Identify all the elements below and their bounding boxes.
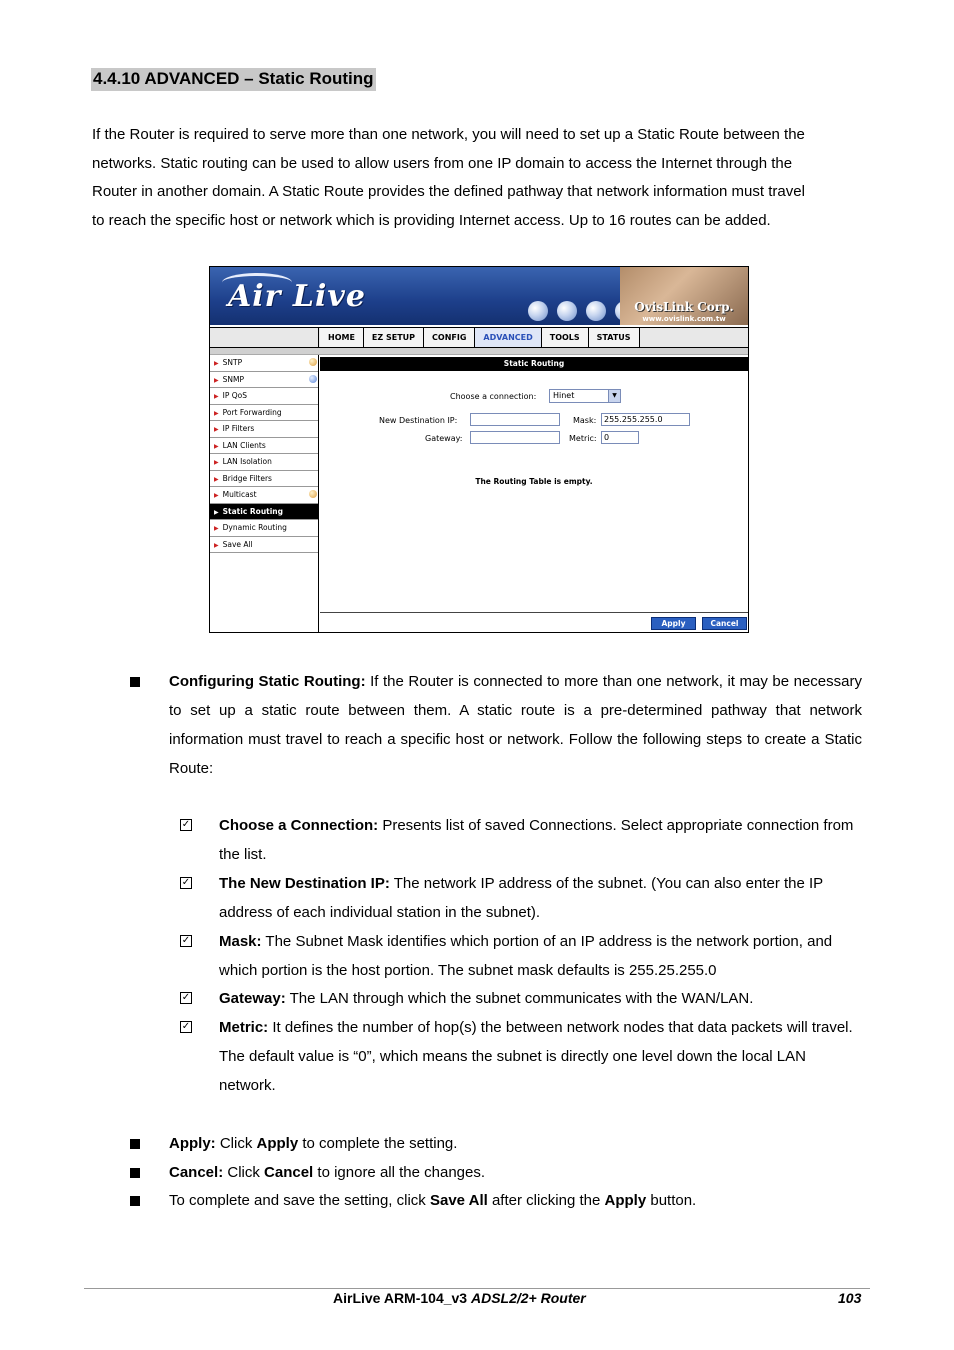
sidebar-item-bridge-filters[interactable]: ▶ Bridge Filters [210,471,318,488]
intro-line: If the Router is required to serve more than one network, you will need to set up a Static Route between the [92,126,805,143]
checkbox-icon: ✓ [181,1021,191,1032]
arrow-icon: ▶ [214,442,219,450]
square-bullet-icon [130,1139,140,1149]
tab-ez-setup[interactable]: EZ SETUP [364,328,424,347]
dest-ip-label: New Destination IP: [379,416,458,425]
square-bullet-icon [130,677,140,687]
arrow-icon: ▶ [214,475,219,483]
bullet-save: To complete and save the setting, click Save All after clicking the Apply button. [130,1187,862,1216]
tab-home[interactable]: HOME [320,328,364,347]
sidebar-item-port-forwarding[interactable]: ▶ Port Forwarding [210,405,318,422]
arrow-icon: ▶ [214,360,219,367]
tab-config[interactable]: CONFIG [424,328,475,347]
check-item: ✓ Metric: It defines the number of hop(s) the between network nodes that data packets will travel. The default value is “0”, which means the subnet is directly one level down the local LAN network. [181,1019,853,1094]
arrow-icon: ▶ [214,426,219,433]
tab-advanced[interactable]: ADVANCED [475,328,541,347]
metric-input[interactable]: 0 [601,431,639,444]
square-bullet-icon [130,1168,140,1178]
mask-input[interactable]: 255.255.255.0 [601,413,690,426]
footer-product: AirLive ARM-104_v3 ADSL2/2+ Router [333,1290,586,1306]
page-number: 103 [838,1290,862,1306]
bullet-cancel: Cancel: Click Cancel to ignore all the changes. [130,1159,862,1188]
arrow-icon: ▶ [214,376,219,384]
metric-label: Metric: [569,434,597,443]
connection-label: Choose a connection: [450,392,537,401]
bullet-configuring [130,668,862,784]
status-dot-icon [309,490,317,498]
top-nav [210,327,748,348]
square-bullet-icon [130,1196,140,1206]
connection-select[interactable] [549,389,621,403]
status-dot-icon [309,375,317,383]
sidebar-item-lan-isolation[interactable]: ▶ LAN Isolation [210,454,318,471]
sidebar-item-multicast[interactable]: ▶ Multicast [210,487,318,504]
arrow-icon: ▶ [214,508,219,516]
check-item: ✓ Mask: The Subnet Mask identifies which portion of an IP address is the network portion, and which portion is the host portion. The subnet mask defaults is 255.25.255.0 [181,933,833,979]
cancel-button[interactable]: Cancel [702,617,747,630]
bullet-apply: Apply: Click Apply to complete the setting. [130,1130,862,1159]
gateway-label: Gateway: [425,434,463,443]
arrow-icon: ▶ [214,525,219,532]
panel-title: Static Routing [320,357,748,371]
router-screenshot [209,266,749,633]
sidebar-item-sntp[interactable]: ▶ SNTP [210,355,318,372]
arrow-icon: ▶ [214,409,219,417]
intro-paragraph [92,121,862,236]
dest-ip-input[interactable] [470,413,560,426]
airlive-logo: Air Live [228,279,366,314]
sidebar-item-static-routing[interactable]: ▶ Static Routing [210,504,318,521]
nav-separator [318,328,319,347]
bullet-text: If the Router is connected to more than one network, it may be necessary to set up a static route between them. A static route is a pre-determined pathway that network information must travel to reach a specific host or network. Follow the following steps to create a Static Route: [169,673,862,777]
sidebar-item-lan-clients[interactable]: ▶ LAN Clients [210,438,318,455]
checkbox-icon: ✓ [181,877,191,888]
globe-icon [528,301,548,321]
check-item: ✓ Gateway: The LAN through which the subnet communicates with the WAN/LAN. [181,990,754,1007]
apply-button[interactable]: Apply [651,617,696,630]
check-item: ✓ The New Destination IP: The network IP address of the subnet. (You can also enter the IP address of each individual station in the subnet). [181,875,823,921]
tab-tools[interactable]: TOOLS [542,328,589,347]
main-panel [320,355,748,632]
intro-line: Router in another domain. A Static Route provides the defined pathway that network information must travel [92,183,805,201]
arrow-icon: ▶ [214,393,219,400]
brand-photo [620,267,748,325]
sub-bar [210,348,748,355]
checkbox-icon: ✓ [181,992,191,1003]
sidebar-item-snmp[interactable]: ▶ SNMP [210,372,318,389]
check-item: ✓ Choose a Connection: Presents list of saved Connections. Select appropriate connection from the list. [181,817,854,863]
checkbox-icon: ✓ [181,819,191,830]
intro-line: networks. Static routing can be used to allow users from one IP domain to access the Internet through the [92,154,793,172]
sidebar-item-ip-filters[interactable]: ▶ IP Filters [210,421,318,438]
chevron-down-icon: ▼ [608,390,620,402]
mask-label: Mask: [573,416,597,425]
sidebar-item-save-all[interactable]: ▶ Save All [210,537,318,554]
banner [210,267,748,325]
routing-table-empty-message: The Routing Table is empty. [475,477,593,486]
sidebar-item-ip-qos[interactable]: ▶ IP QoS [210,388,318,405]
bullet-term: Configuring Static Routing: [169,673,366,690]
status-dot-icon [309,358,317,366]
globe-icon [586,301,606,321]
connection-value: Hinet [553,391,575,400]
nav-tabs [320,328,640,347]
footer-rule [84,1288,870,1289]
brand-url: www.ovislink.com.tw [642,315,726,323]
tab-status[interactable]: STATUS [589,328,640,347]
arrow-icon: ▶ [214,492,219,499]
arrow-icon: ▶ [214,459,219,466]
globe-icon [557,301,577,321]
brand-name: OvisLink Corp. [634,300,734,314]
arrow-icon: ▶ [214,541,219,549]
gateway-input[interactable] [470,431,560,444]
section-heading: 4.4.10 ADVANCED – Static Routing [91,68,376,91]
checkbox-icon: ✓ [181,935,191,946]
intro-line: to reach the specific host or network which is providing Internet access. Up to 16 routes can be added. [92,212,771,230]
sidebar [210,355,319,632]
panel-divider [320,612,748,613]
sidebar-item-dynamic-routing[interactable]: ▶ Dynamic Routing [210,520,318,537]
